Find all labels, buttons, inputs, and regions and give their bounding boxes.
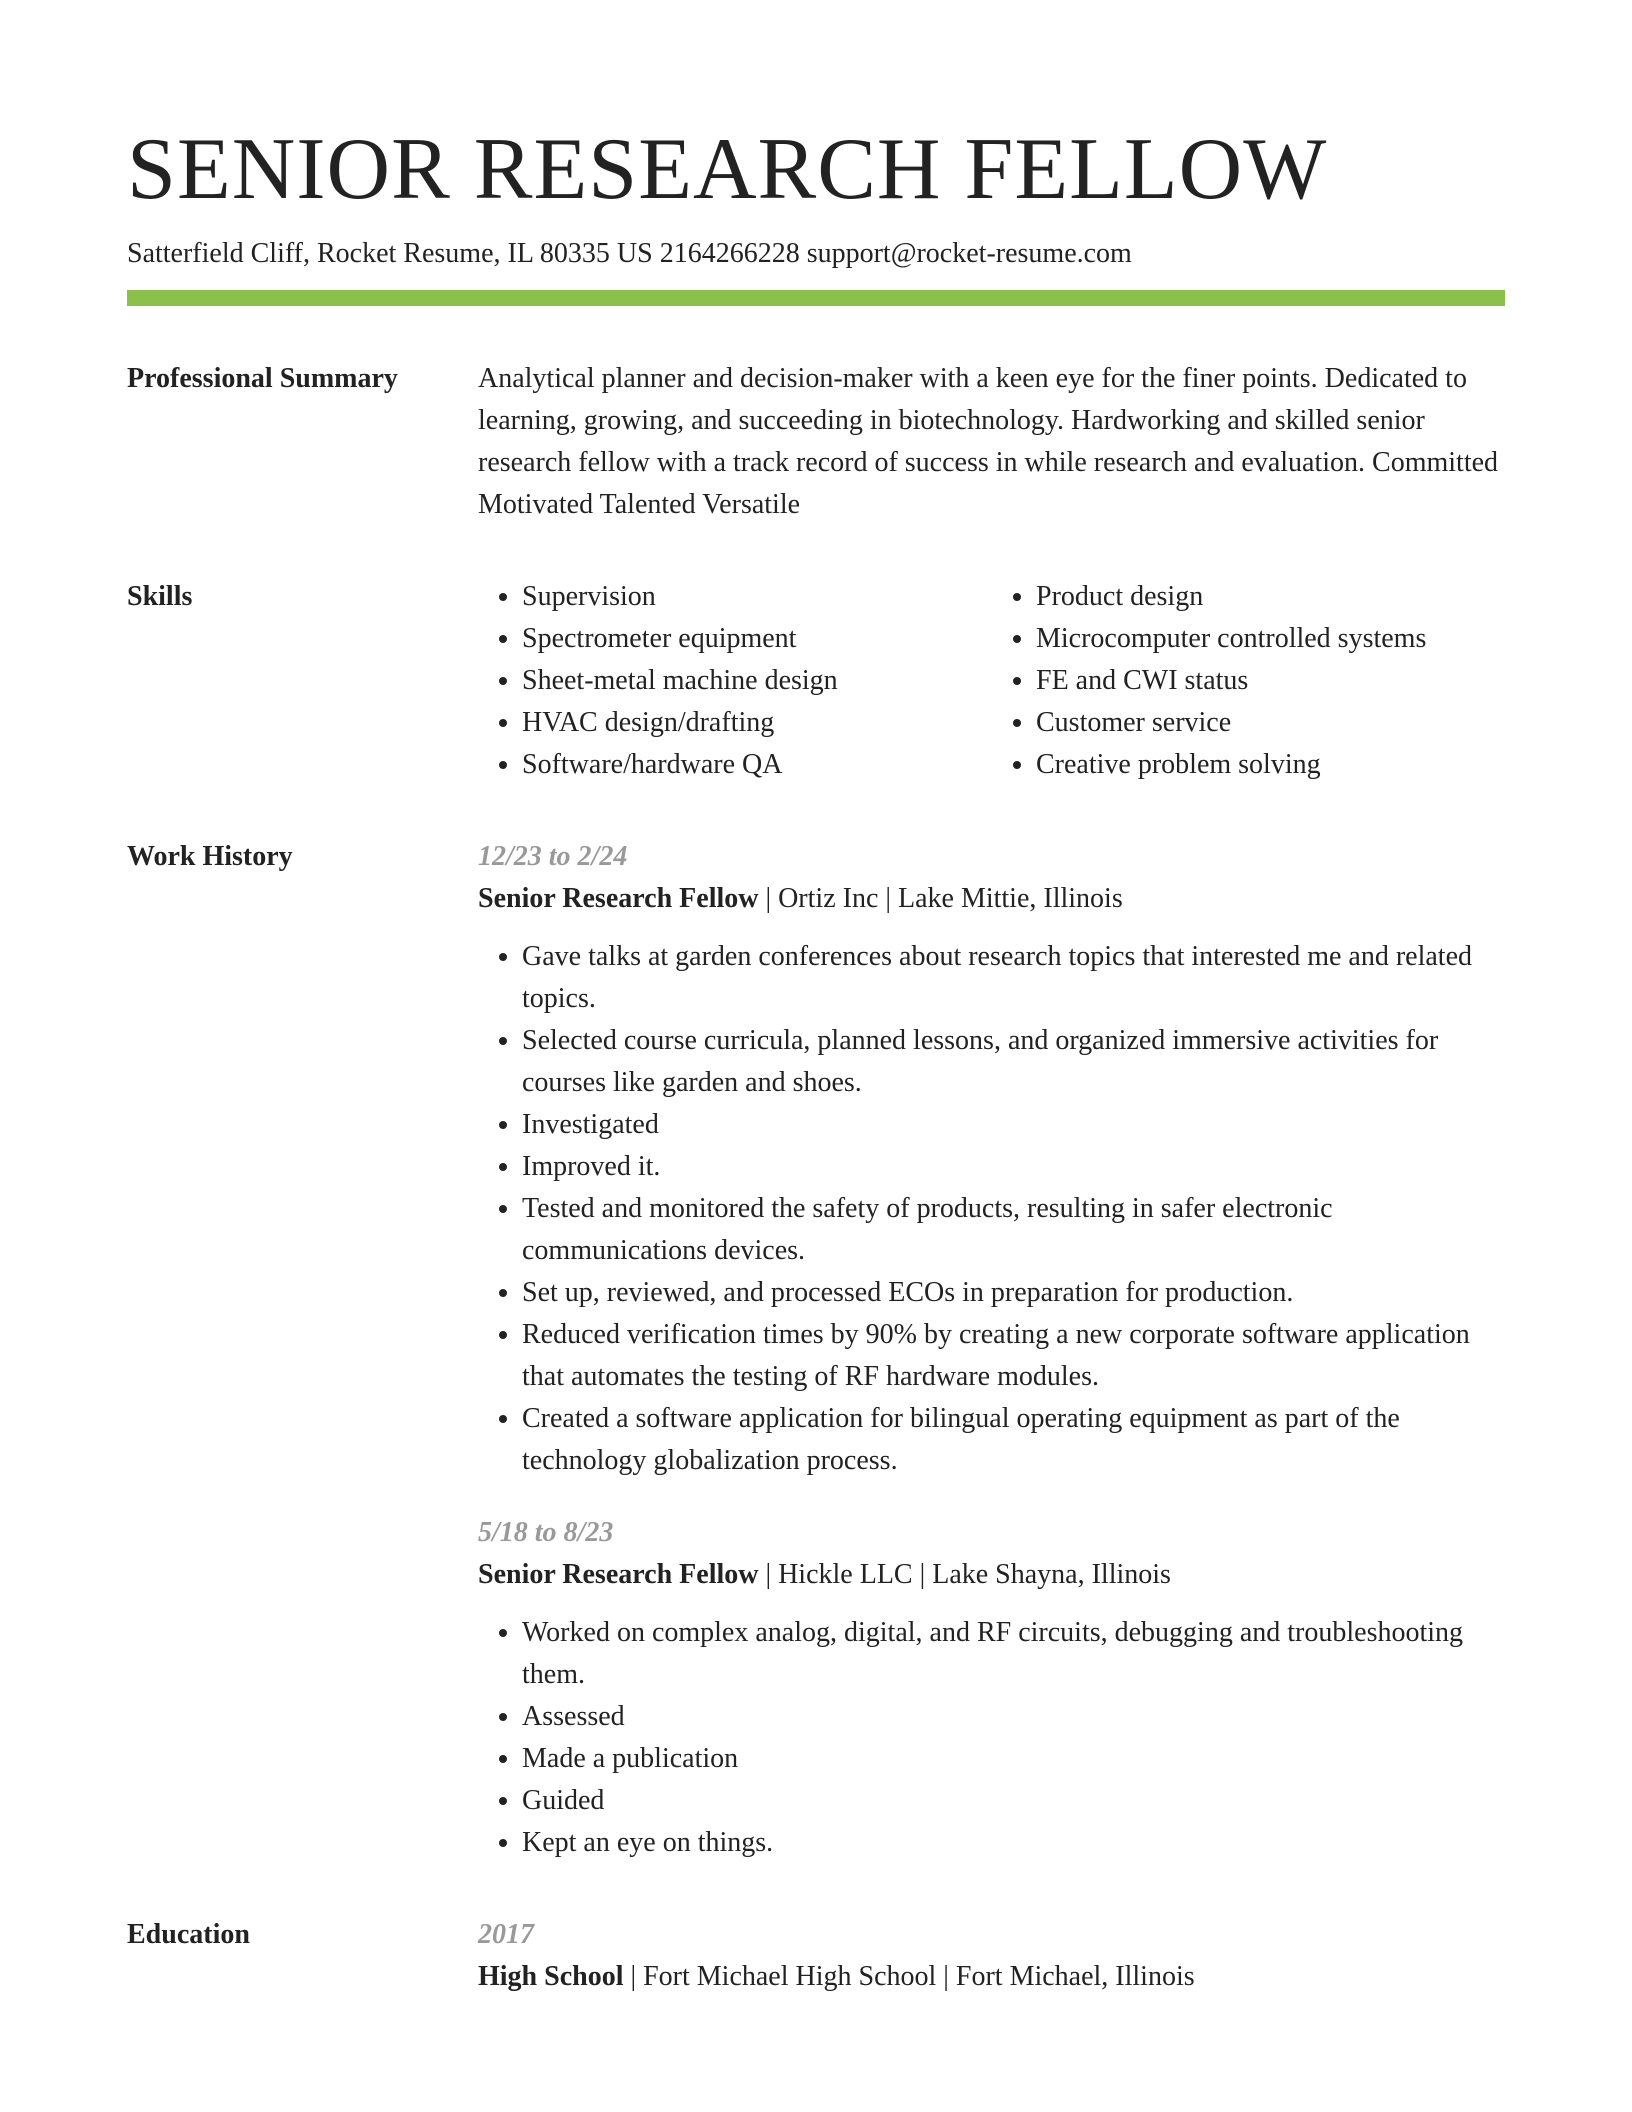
job-dates: 12/23 to 2/24: [478, 841, 628, 872]
skill-item: • Creative problem solving: [1036, 744, 1506, 786]
job-employer-location: | Ortiz Inc | Lake Mittie, Illinois: [758, 883, 1123, 914]
education-degree: High School: [478, 1961, 624, 1992]
accent-divider: [127, 290, 1505, 306]
job-dates: 5/18 to 8/23: [478, 1517, 614, 1548]
education-line: [478, 1956, 1505, 1998]
job-bullet: • Improved it.: [522, 1146, 1505, 1188]
summary-heading: Professional Summary: [127, 363, 398, 394]
summary-content: [478, 358, 1505, 526]
summary-section: [127, 358, 1505, 526]
job-bullet: • Made a publication: [522, 1738, 1505, 1780]
job-bullet: • Gave talks at garden conferences about research topics that interested me and related topics.: [522, 936, 1505, 1020]
skill-item: • Spectrometer equipment: [522, 618, 992, 660]
contact-info: Satterfield Cliff, Rocket Resume, IL 80335 US 2164266228 support@rocket-resume.com: [127, 238, 1132, 269]
job-bullet: • Set up, reviewed, and processed ECOs in preparation for production.: [522, 1272, 1505, 1314]
job-entry: [478, 836, 1505, 1482]
job-bullet: • Kept an eye on things.: [522, 1822, 1505, 1864]
education-heading: Education: [127, 1919, 250, 1950]
skill-item: • FE and CWI status: [1036, 660, 1506, 702]
skill-item: • Supervision: [522, 576, 992, 618]
education-section: [127, 1914, 1505, 1998]
skills-content: [478, 576, 1506, 786]
education-content: [478, 1914, 1505, 1998]
job-title: Senior Research Fellow: [478, 883, 759, 914]
job-bullet: • Investigated: [522, 1104, 1505, 1146]
work-history-section: [127, 836, 1505, 1864]
skill-item: • HVAC design/drafting: [522, 702, 992, 744]
job-bullet: • Selected course curricula, planned lessons, and organized immersive activities for courses like garden and shoes.: [522, 1020, 1505, 1104]
job-role-line: [478, 1554, 1505, 1596]
job-bullet: • Assessed: [522, 1696, 1505, 1738]
job-bullet: • Worked on complex analog, digital, and RF circuits, debugging and troubleshooting them.: [522, 1612, 1505, 1696]
skills-list-left: [478, 576, 992, 786]
skills-list-right: [992, 576, 1506, 786]
job-bullet: • Tested and monitored the safety of products, resulting in safer electronic communications devices.: [522, 1188, 1505, 1272]
job-employer-location: | Hickle LLC | Lake Shayna, Illinois: [758, 1559, 1171, 1590]
resume-name: SENIOR RESEARCH FELLOW: [127, 121, 1328, 218]
education-date: 2017: [478, 1919, 534, 1950]
job-bullet: • Guided: [522, 1780, 1505, 1822]
education-school-location: | Fort Michael High School | Fort Michael, Illinois: [623, 1961, 1195, 1992]
job-bullets: [478, 1612, 1505, 1864]
skill-item: • Product design: [1036, 576, 1506, 618]
summary-text: Analytical planner and decision-maker with a keen eye for the finer points. Dedicated to learning, growing, and succeeding in biotechnology. Hardworking and skilled senior research fellow with a track record of success in while research and evaluation. Committed Motivated Talented Versatile: [478, 363, 1499, 520]
skill-item: • Customer service: [1036, 702, 1506, 744]
skill-item: • Software/hardware QA: [522, 744, 992, 786]
job-title: Senior Research Fellow: [478, 1559, 759, 1590]
work-history-heading: Work History: [127, 841, 293, 872]
skills-section: [127, 576, 1505, 786]
job-entry: [478, 1512, 1505, 1864]
job-bullets: [478, 936, 1505, 1482]
skills-heading: Skills: [127, 581, 193, 612]
skill-item: • Sheet-metal machine design: [522, 660, 992, 702]
job-role-line: [478, 878, 1505, 920]
work-history-content: [478, 836, 1505, 1864]
skill-item: • Microcomputer controlled systems: [1036, 618, 1506, 660]
job-bullet: • Reduced verification times by 90% by creating a new corporate software application that automates the testing of RF hardware modules.: [522, 1314, 1505, 1398]
job-bullet: • Created a software application for bilingual operating equipment as part of the technology globalization process.: [522, 1398, 1505, 1482]
